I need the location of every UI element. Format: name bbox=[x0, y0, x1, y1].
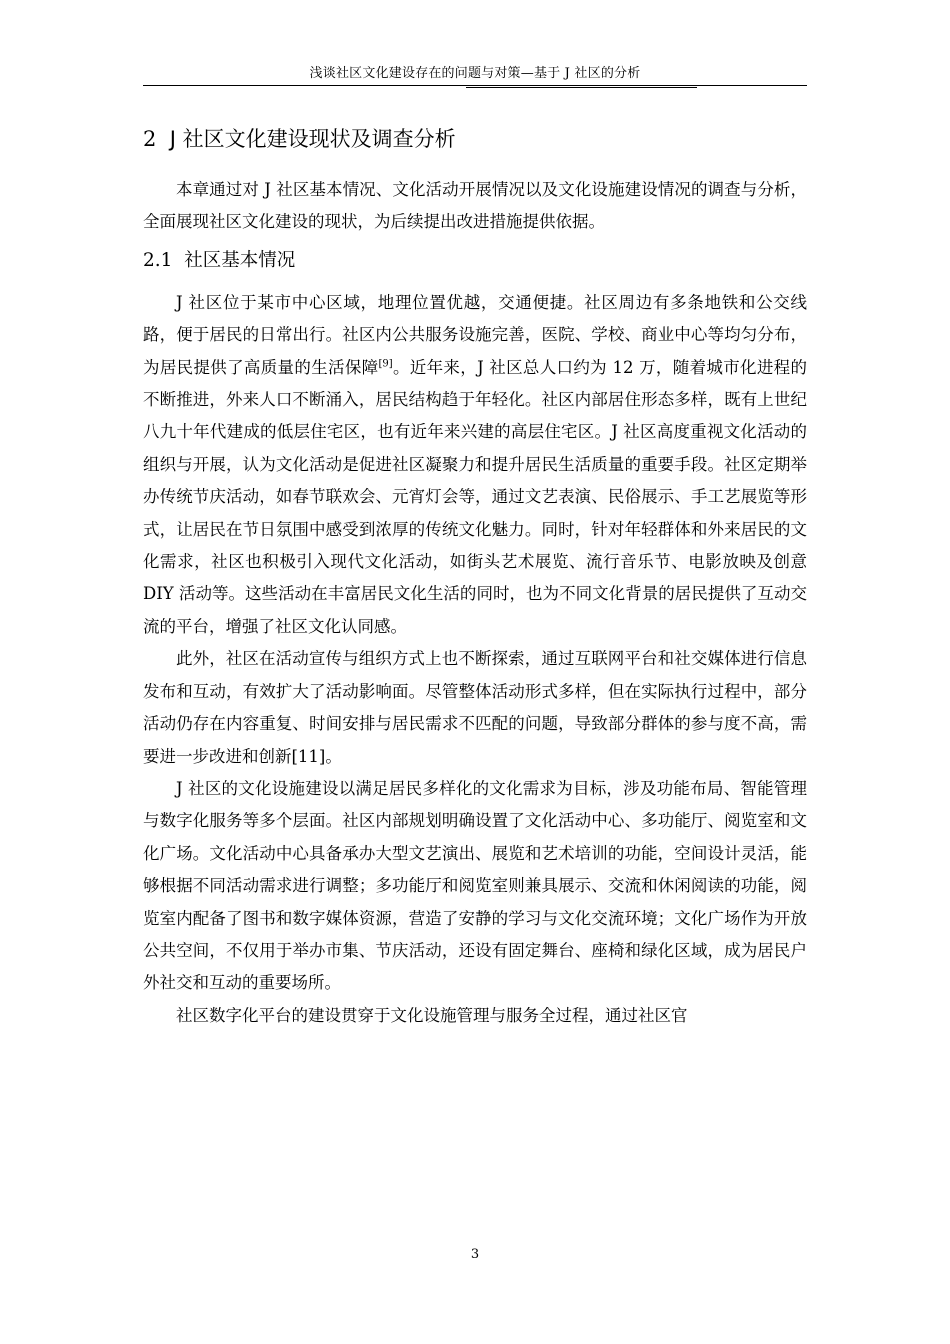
section-title: 社区基本情况 bbox=[184, 249, 296, 271]
paragraph-text: J 社区位于某市中心区域，地理位置优越，交通便捷。社区周边有多条地铁和公交线路，便于居民的日常出行。社区内公共服务设施完善，医院、学校、商业中心等均匀分布，为居民提供了高质量的生活保障 bbox=[143, 292, 807, 377]
page-number: 3 bbox=[470, 1247, 480, 1262]
header-rule bbox=[143, 85, 807, 86]
chapter-title: J 社区文化建设现状及调查分析 bbox=[169, 127, 456, 151]
citation-ref: [9] bbox=[378, 358, 393, 370]
running-header: 浅谈社区文化建设存在的问题与对策—基于 J 社区的分析 bbox=[309, 66, 641, 81]
body-paragraph-2: 此外，社区在活动宣传与组织方式上也不断探索，通过互联网平台和社交媒体进行信息发布和互动，有效扩大了活动影响面。尽管整体活动形式多样，但在实际执行过程中，部分活动仍存在内容重复、时间安排与居民需求不匹配的问题，导致部分群体的参与度不高，需要进一步改进和创新[11]。 bbox=[143, 649, 807, 766]
body-paragraph-1 bbox=[143, 287, 807, 643]
chapter-heading bbox=[143, 122, 807, 156]
body-paragraph-3: J 社区的文化设施建设以满足居民多样化的文化需求为目标，涉及功能布局、智能管理与数字化服务等多个层面。社区内部规划明确设置了文化活动中心、多功能厅、阅览室和文化广场。文化活动中心具备承办大型文艺演出、展览和艺术培训的功能，空间设计灵活，能够根据不同活动需求进行调整；多功能厅和阅览室则兼具展示、交流和休闲阅读的功能，阅览室内配备了图书和数字媒体资源，营造了安静的学习与文化交流环境；文化广场作为开放公共空间，不仅用于举办市集、节庆活动，还设有固定舞台、座椅和绿化区域，成为居民户外社交和互动的重要场所。 bbox=[143, 778, 807, 993]
section-heading bbox=[143, 245, 807, 277]
paragraph-text: 。近年来，J 社区总人口约为 12 万，随着城市化进程的不断推进，外来人口不断涌入，居民结构趋于年轻化。社区内部居住形态多样，既有上世纪八九十年代建成的低层住宅区，也有近年来兴建的高层住宅区。J 社区高度重视文化活动的组织与开展，认为文化活动是促进社区凝聚力和提升居民生活质量的重要手段。社区定期举办传统节庆活动，如春节联欢会、元宵灯会等，通过文艺表演、民俗展示、手工艺展览等形式，让居民在节日氛围中感受到浓厚的传统文化魅力。同时，针对年轻群体和外来居民的文化需求，社区也积极引入现代文化活动，如街头艺术展览、流行音乐节、电影放映及创意 DIY 活动等。这些活动在丰富居民文化生活的同时，也为不同文化背景的居民提供了互动交流的平台，增强了社区文化认同感。 bbox=[143, 357, 807, 636]
header-rule-accent bbox=[466, 87, 697, 88]
chapter-number: 2 bbox=[143, 127, 157, 151]
section-number: 2.1 bbox=[143, 249, 173, 271]
page-body bbox=[143, 122, 807, 1032]
chapter-intro: 本章通过对 J 社区基本情况、文化活动开展情况以及文化设施建设情况的调查与分析，全面展现社区文化建设的现状，为后续提出改进措施提供依据。 bbox=[143, 180, 807, 232]
body-paragraph-4: 社区数字化平台的建设贯穿于文化设施管理与服务全过程，通过社区官 bbox=[176, 1005, 688, 1025]
